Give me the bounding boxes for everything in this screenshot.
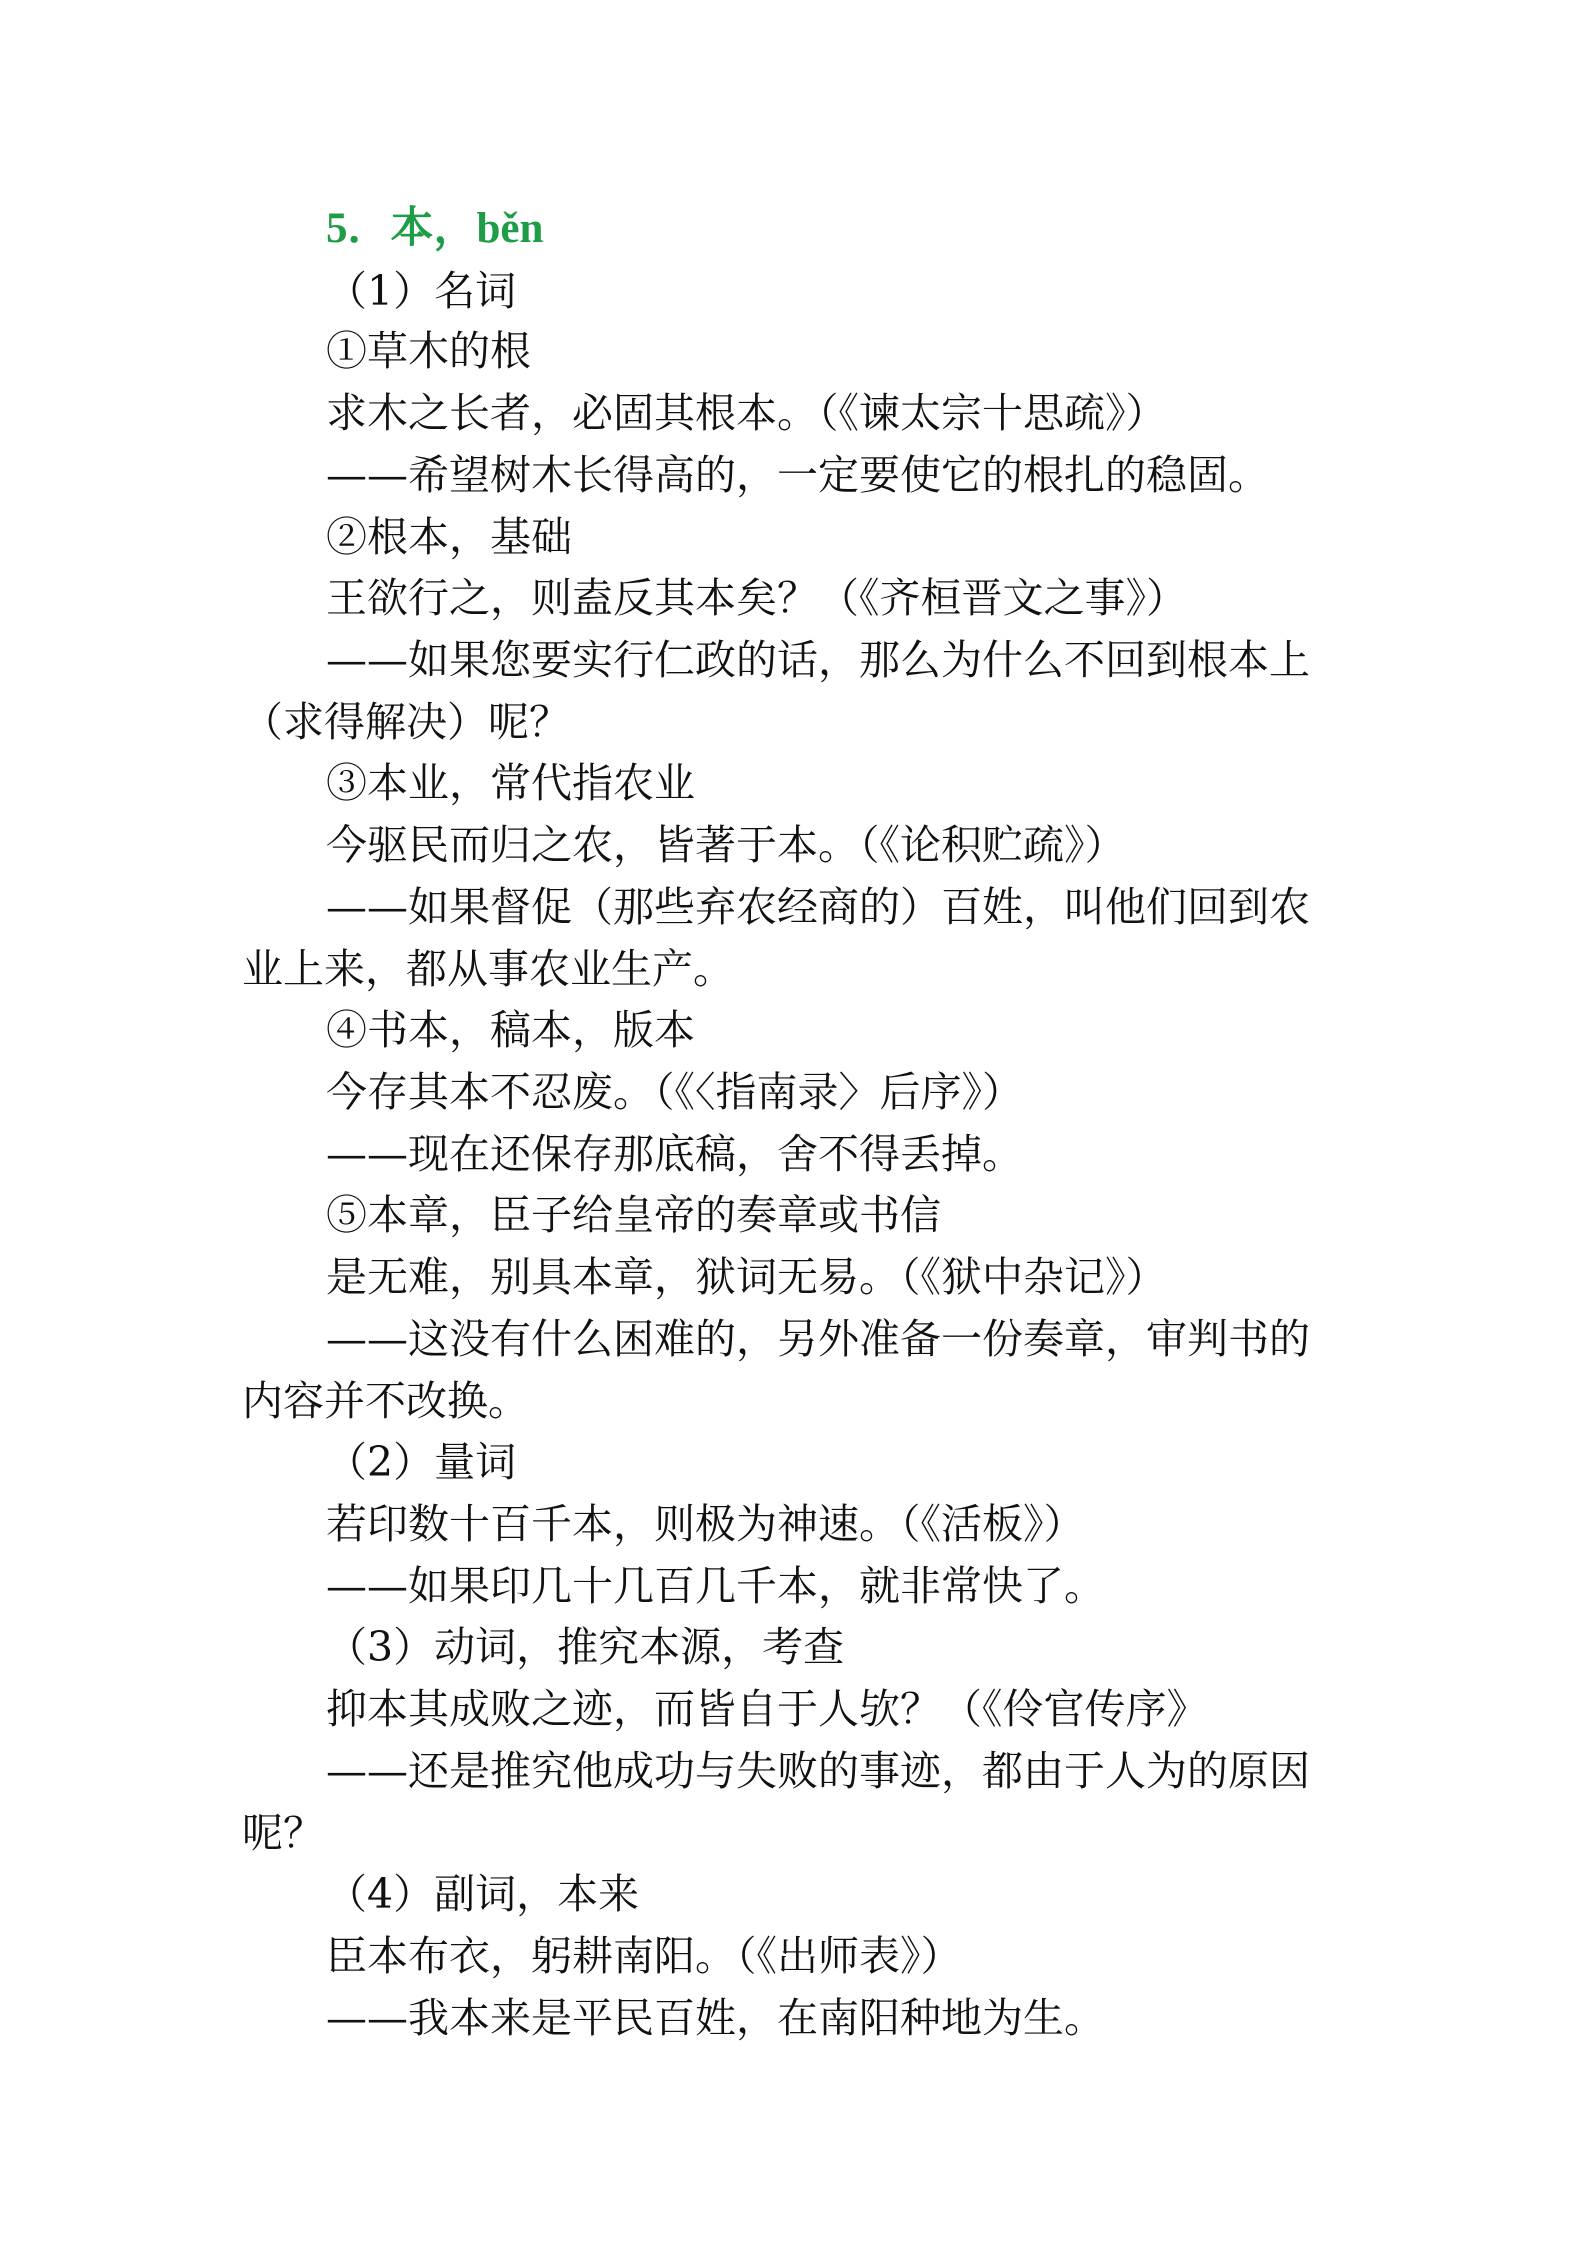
translation-text: ——如果督促（那些弃农经商的）百姓，叫他们回到农	[326, 883, 1310, 931]
translation-text: ——如果印几十几百几千本，就非常快了。	[326, 1562, 1105, 1610]
sense-heading: ①草木的根	[326, 327, 531, 375]
translation-continuation: 业上来，都从事农业生产。	[242, 945, 734, 993]
example-text: 若印数十百千本，则极为神速。（《活板》）	[326, 1500, 1085, 1548]
translation-continuation: （求得解决）呢？	[242, 698, 570, 746]
translation-continuation: 内容并不改换。	[242, 1377, 529, 1425]
translation-text: ——如果您要实行仁政的话，那么为什么不回到根本上	[326, 636, 1310, 684]
example-text: 今存其本不忍废。（《〈指南录〉后序》）	[326, 1068, 1023, 1116]
part-heading-verb: （3）动词，推究本源，考查	[326, 1623, 845, 1671]
sense-heading: ④书本，稿本，版本	[326, 1006, 695, 1054]
example-text: 是无难，别具本章，狱词无易。（《狱中杂记》）	[326, 1253, 1167, 1301]
sense-heading: ②根本，基础	[326, 513, 572, 561]
example-text: 抑本其成败之迹，而皆自于人欤？（《伶官传序》	[326, 1685, 1208, 1733]
sense-heading: ⑤本章，臣子给皇帝的奏章或书信	[326, 1191, 941, 1239]
example-text: 今驱民而归之农，皆著于本。（《论积贮疏》）	[326, 821, 1126, 869]
example-text: 求木之长者，必固其根本。（《谏太宗十思疏》）	[326, 389, 1167, 437]
translation-text: ——现在还保存那底稿，舍不得丢掉。	[326, 1130, 1023, 1178]
translation-text: ——这没有什么困难的，另外准备一份奏章，审判书的	[326, 1315, 1310, 1363]
example-text: 臣本布衣，躬耕南阳。（《出师表》）	[326, 1932, 962, 1980]
part-heading-adverb: （4）副词，本来	[326, 1870, 640, 1918]
entry-heading: 5．本，běn	[326, 205, 544, 252]
translation-text: ——希望树木长得高的，一定要使它的根扎的稳固。	[326, 451, 1269, 499]
sense-heading: ③本业，常代指农业	[326, 759, 695, 807]
translation-text: ——还是推究他成功与失败的事迹，都由于人为的原因	[326, 1747, 1310, 1795]
translation-text: ——我本来是平民百姓，在南阳种地为生。	[326, 1994, 1105, 2042]
part-heading-noun: （1）名词	[326, 267, 517, 315]
translation-continuation: 呢？	[242, 1809, 324, 1857]
part-heading-measure-word: （2）量词	[326, 1438, 517, 1486]
example-text: 王欲行之，则盍反其本矣？（《齐桓晋文之事》）	[326, 574, 1187, 622]
